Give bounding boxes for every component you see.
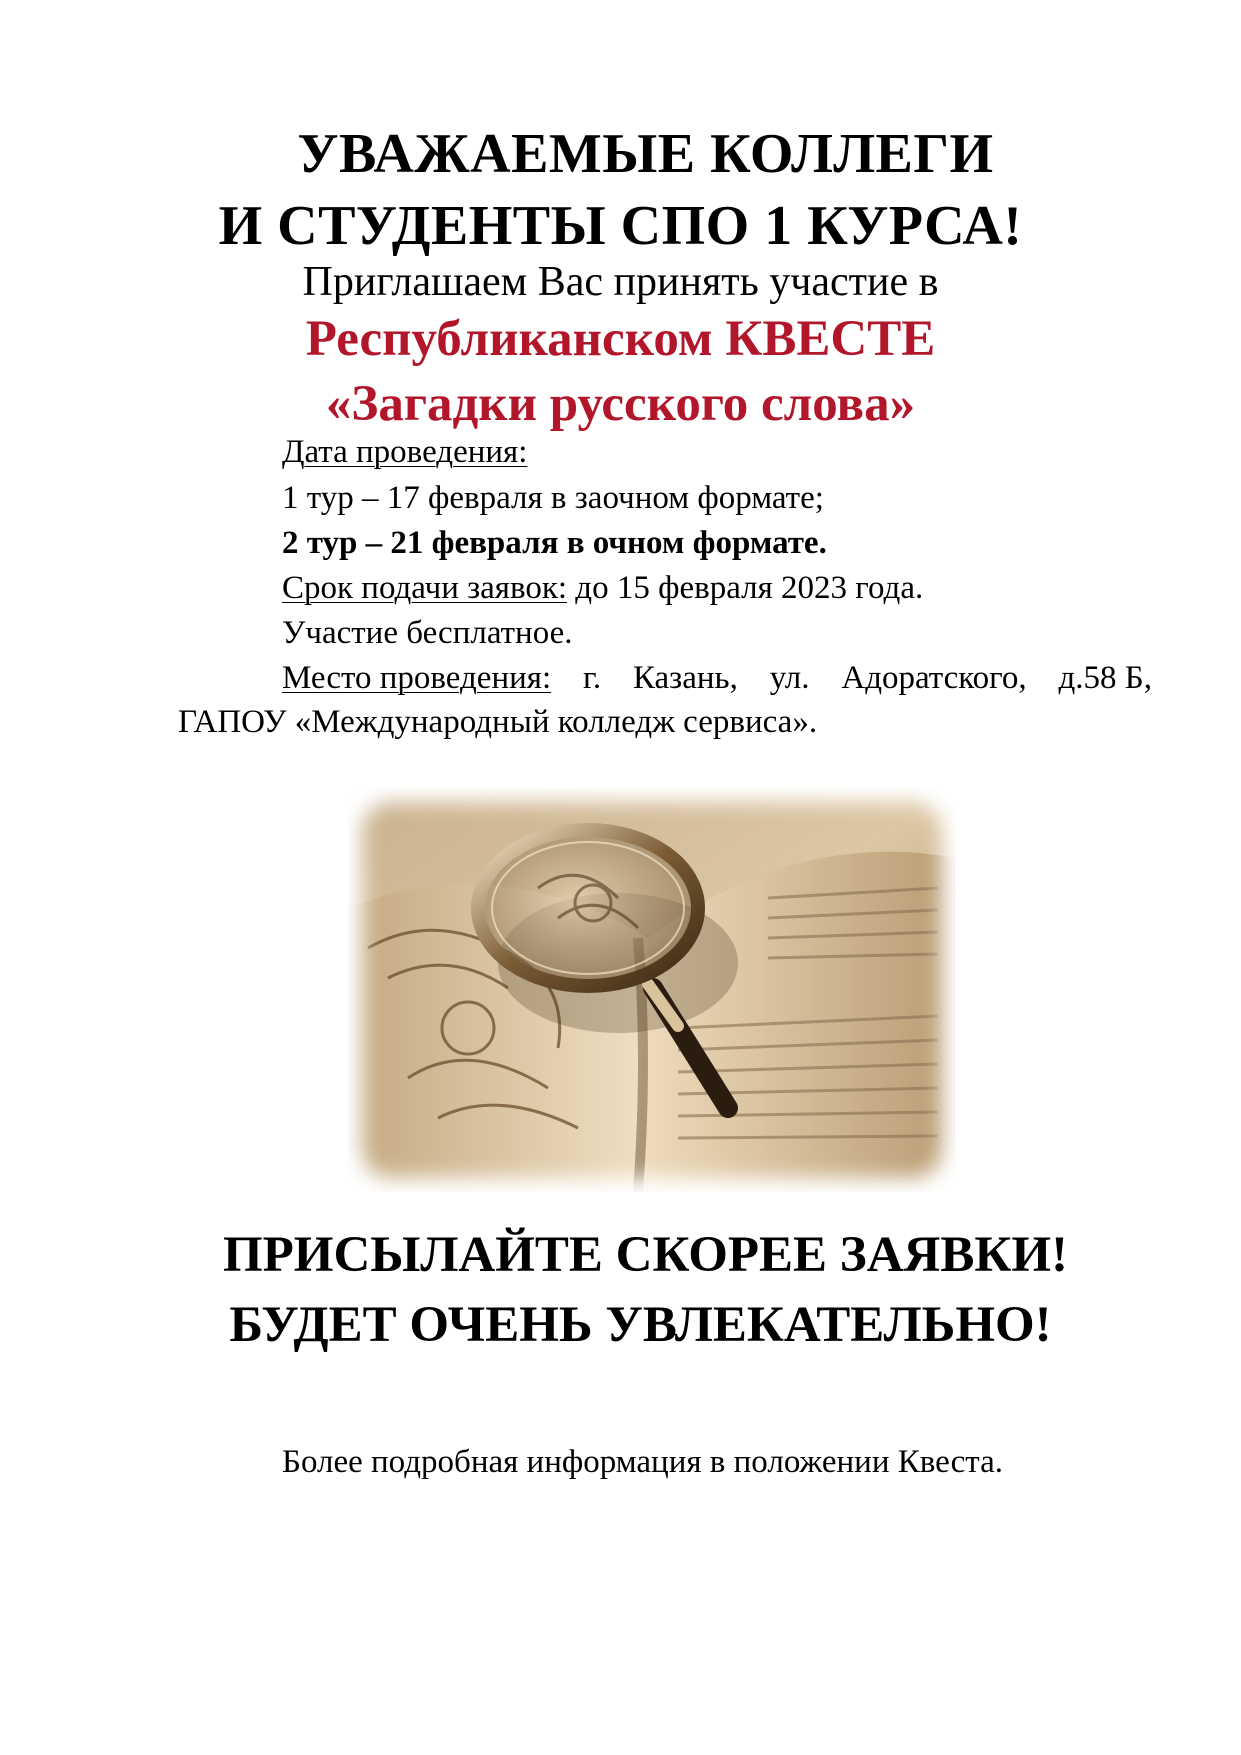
footer-note: Более подробная информация в положении Квеста. — [282, 1444, 1003, 1480]
headline-line-1: УВАЖАЕМЫЕ КОЛЛЕГИ — [297, 123, 994, 185]
call-to-action-line-1: ПРИСЫЛАЙТЕ СКОРЕЕ ЗАЯВКИ! — [222, 1227, 1069, 1283]
headline-line-2: И СТУДЕНТЫ СПО 1 КУРСА! — [218, 195, 1023, 257]
venue-line — [282, 656, 1152, 700]
venue-building: д.58 Б, — [1058, 660, 1152, 696]
round-1-text: 1 тур – 17 февраля в заочном формате; — [282, 480, 824, 516]
invitation-text: Приглашаем Вас принять участие в — [302, 259, 939, 305]
quest-title-line-2: «Загадки русского слова» — [325, 376, 916, 432]
magnifying-glass-on-book-icon — [348, 788, 956, 1192]
date-label-text: Дата проведения: — [282, 434, 528, 470]
date-label — [282, 430, 527, 474]
deadline-value: до 15 февраля 2023 года. — [567, 570, 924, 606]
venue-street-prefix: ул. — [769, 660, 810, 696]
round-2-text: 2 тур – 21 февраля в очном формате. — [282, 525, 827, 561]
venue-city-prefix: г. — [583, 660, 602, 696]
participation-text: Участие бесплатное. — [282, 615, 573, 651]
venue-city: Казань, — [632, 660, 738, 696]
deadline-label: Срок подачи заявок: — [282, 570, 568, 606]
deadline-line — [282, 566, 923, 610]
magnifying-glass-book-image — [348, 788, 956, 1192]
venue-label: Место проведения: — [282, 660, 552, 696]
quest-title-line-1: Республиканском КВЕСТЕ — [305, 311, 936, 367]
venue-street: Адоратского, — [841, 660, 1027, 696]
venue-organization: ГАПОУ «Международный колледж сервиса». — [178, 704, 818, 740]
call-to-action-line-2: БУДЕТ ОЧЕНЬ УВЛЕКАТЕЛЬНО! — [229, 1297, 1052, 1353]
